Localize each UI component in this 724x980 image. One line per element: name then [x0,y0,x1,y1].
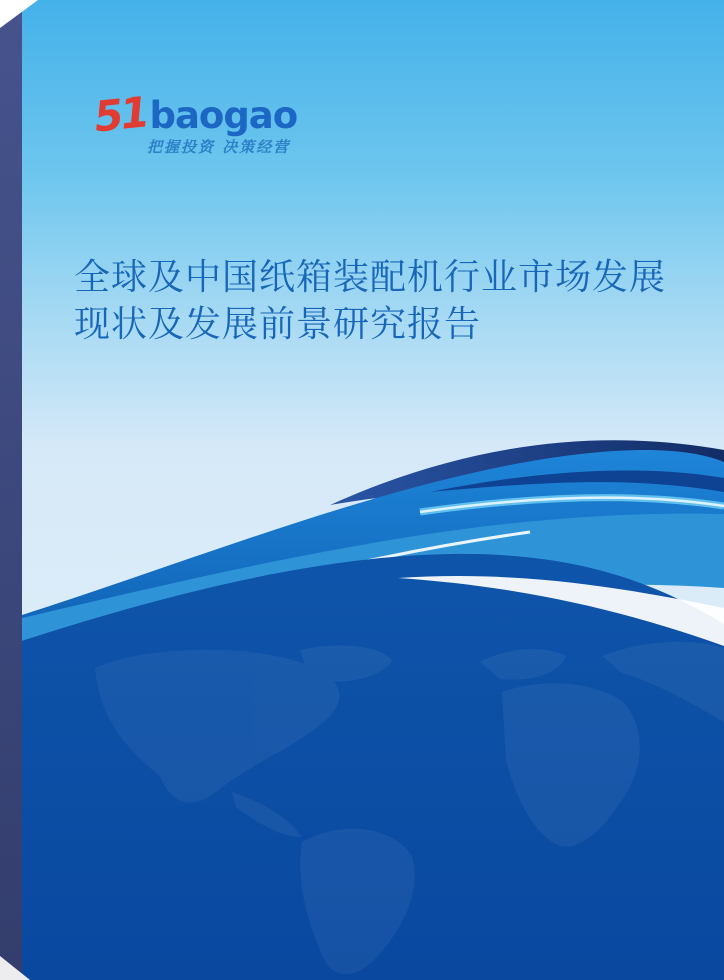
report-title [74,254,684,348]
brand-logo-wordmark [91,87,298,142]
logo-name-baogao: baogao [149,94,298,137]
report-title-line2: 现状及发展前景研究报告 [74,304,482,345]
report-title-line1: 全球及中国纸箱装配机行业市场发展 [74,257,667,298]
logo-tagline: 把握投资 决策经营 [147,138,291,156]
book-spine [0,0,22,980]
brand-logo [91,87,298,156]
logo-prefix-51: 51 [91,87,150,142]
